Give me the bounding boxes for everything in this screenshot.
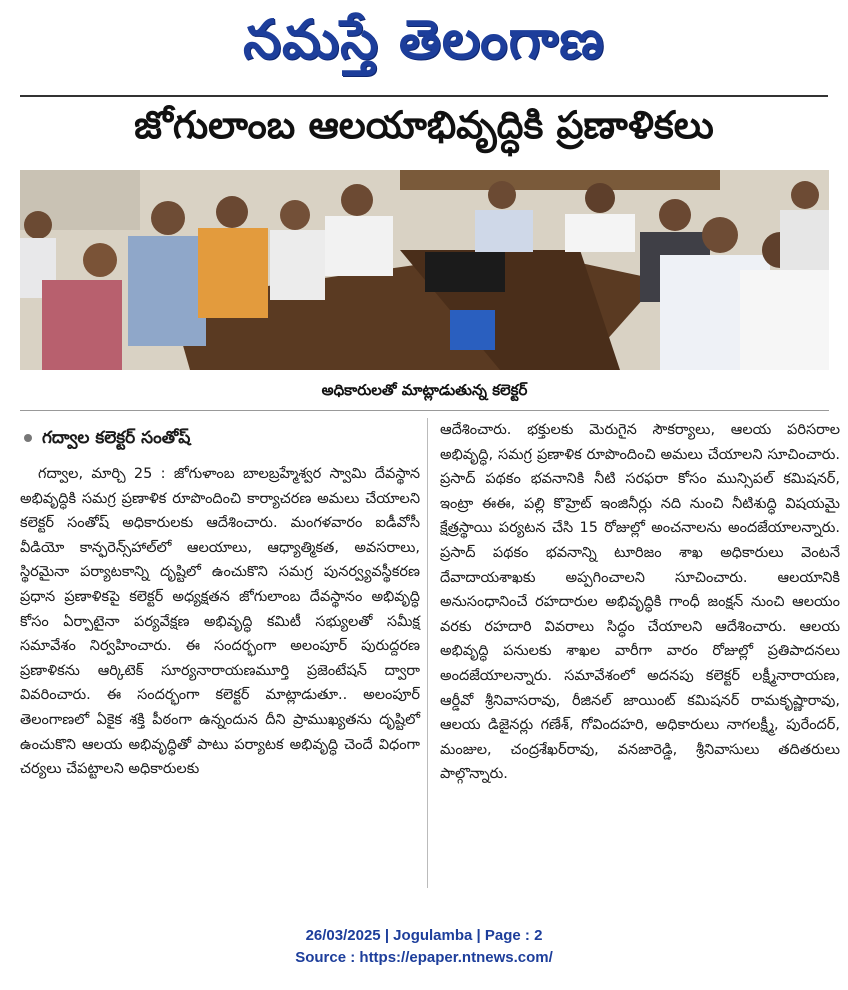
bullet-icon bbox=[24, 434, 32, 442]
article-headline: జోగులాంబ ఆలయాభివృద్ధికి ప్రణాళికలు bbox=[134, 103, 714, 147]
subhead-text: గద్వాల కలెక్టర్ సంతోష్ bbox=[42, 427, 191, 448]
article-column-left bbox=[20, 418, 420, 782]
masthead-logo: నమస్తే తెలంగాణ bbox=[243, 7, 605, 71]
article-body-right: ఆదేశించారు. భక్తులకు మెరుగైన సౌకర్యాలు, ఆలయ పరిసరాల అభివృద్ధి, సమగ్ర ప్రణాళిక రూపొందించి అమలు చేయాలని సూచించారు. ప్రసాద్ పథకం భవనానికి నీటి సరఫరా కోసం మున్సిపల్ కమిషనర్, ఇంట్రా ఈఈ, పల్లి కొహ్రెట్ ఇంజినీర్లు నది నుంచి నీటిశుద్ధి విషయమై క్షేత్రస్థాయి పర్యటన చేసి 15 రోజుల్లో అంచనాలను అందజేయాలన్నారు. ప్రసాద్ పథకం భవనాన్ని టూరిజం శాఖ అధికారులు వెంటనే దేవాదాయశాఖకు అప్పగించాలని సూచించారు. ఆలయానికి అనుసంధానించే రహదారుల అభివృద్ధికి గాంధీ జంక్షన్ నుంచి ఆలయం వరకు రహదారి వివరాలు సిద్ధం చేయాలని ఆదేశించారు. ఆలయ అభివృద్ధి పనులకు శాఖల వారీగా వారం రోజుల్లో ప్రతిపాదనలు అందజేయాలన్నారు. సమావేశంలో అదనపు కలెక్టర్ లక్ష్మీనారాయణ, ఆర్డీవో శ్రీనివాసరావు, రీజినల్ జాయింట్ కమిషనర్ రామకృష్ణారావు, ఆలయ డిజైనర్లు గణేశ్, గోవిందహరి, అధికారులు నాగలక్ష్మీ, పురేందర్, మంజుల, చంద్రశేఖర్‌రావు, వనజారెడ్డి, శ్రీనివాసులు తదితరులు పాల్గొన్నారు. bbox=[440, 422, 840, 783]
meeting-photo bbox=[20, 170, 829, 370]
article-body-left: గద్వాల, మార్చి 25 : జోగుళాంబ బాలబ్రహ్మేశ్వర స్వామి దేవస్థాన అభివృద్ధికి సమగ్ర ప్రణాళిక రూపొందించి కార్యాచరణ అమలు చేయాలని కలెక్టర్ సంతోష్ అధికారులకు ఆదేశించారు. మంగళవారం ఐడీవోసీ వీడియో కాన్ఫరెన్స్‌హాల్‌లో ఆలయాలు, ఆధ్యాత్మికత, అవసరాలు, స్థిరమైనా పర్యాటకాన్ని దృష్టిలో ఉంచుకొని సమగ్ర పునర్వ్యవస్థీకరణ ప్రధాన ప్రణాళికపై కలెక్టర్ అధ్యక్షతన జోగులాంబ దేవస్థానం అభివృద్ధి కోసం ఏర్పాటైనా పర్యవేక్షణ అభివృద్ధి కమిటీ సభ్యులతో సమీక్ష సమావేశం నిర్వహించారు. ఈ సందర్భంగా అలంపూర్ పురుద్దరణ ప్రణాళికను ఆర్కిటెక్ సూర్యనారాయణమూర్తి ప్రజెంటేషన్ ద్వారా వివరించారు. ఈ సందర్భంగా కలెక్టర్ మాట్లాడుతూ.. అలంపూర్ తెలంగాణలో ఏకైక శక్తి పీఠంగా ఉన్నందున దీని ప్రాముఖ్యతను దృష్టిలో ఉంచుకొని ఆలయ అభివృద్ధితో పాటు పర్యాటక అభివృద్ధి చెందే విధంగా చర్యలు చేపట్టాలని అధికారులకు bbox=[20, 466, 420, 778]
footer-source: Source : https://epaper.ntnews.com/ bbox=[295, 949, 553, 966]
column-divider bbox=[427, 418, 428, 888]
header-divider bbox=[20, 95, 828, 97]
article-subhead bbox=[20, 418, 420, 458]
footer-date-edition: 26/03/2025 | Jogulamba | Page : 2 bbox=[305, 927, 543, 944]
article-column-right bbox=[440, 418, 840, 787]
photo-caption: అధికారులతో మాట్లాడుతున్న కలెక్టర్ bbox=[321, 381, 528, 399]
page-footer bbox=[0, 925, 848, 969]
meeting-photo-illustration bbox=[20, 170, 829, 370]
masthead bbox=[0, 0, 848, 92]
caption-divider bbox=[20, 410, 829, 411]
